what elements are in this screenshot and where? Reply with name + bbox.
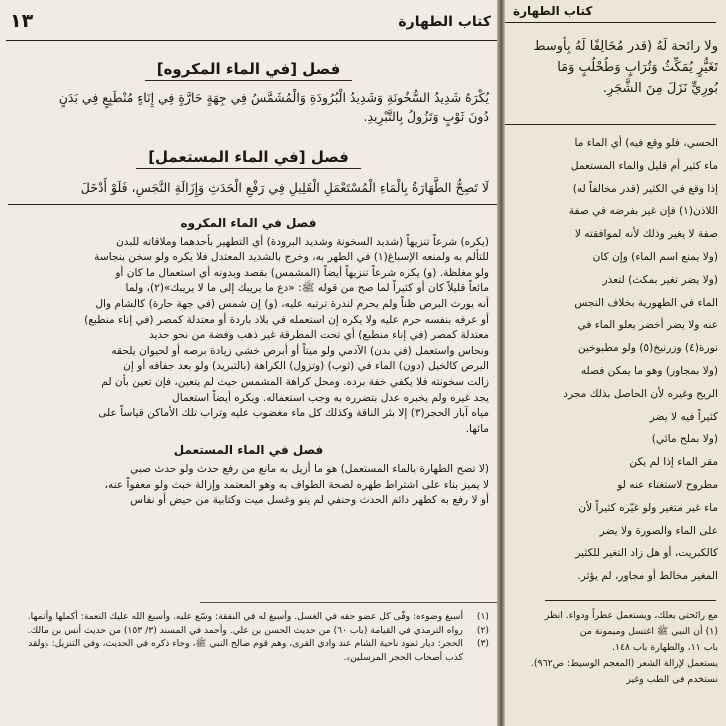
commentary-line: معتدلة كمصر (في إناء منطبع) أي تحت المطرقة غير ذهب وفضة من نحو حديد: [148, 329, 489, 342]
book-gutter: [497, 0, 505, 726]
footnote-line: مع رائحتي يعلك، ويستعمل عطراً ودواء. انظر: [544, 610, 718, 621]
commentary-title-makruh: فصل في الماء المكروه: [180, 216, 317, 230]
matn-line: تَغَيُّرٍ يُمَكِّثُ وَتُرَابٍ وَطُحْلُبٍ وَمَا: [557, 60, 718, 75]
commentary-line: زالت سخونته فلا يكفي خفة برده. ومحل كراهة المشمس حيث لم يتعين، فإن تعين بأن لم: [101, 375, 489, 388]
matn-line: يُكْرَهُ شَدِيدُ السُّخُونَةِ وَشَدِيدُ الْبُرُودَةِ وَالْمُشَمَّسُ فِي جِهَةٍ حَارَّةٍ فِي إِنَاءٍ مُنْطَبِعٍ فِي بَدَنٍ: [58, 90, 489, 105]
commentary-line: (ولا يضر تغير بمكث) لتعذر: [602, 273, 718, 286]
commentary-right: [505, 132, 718, 588]
page-number: ١٣: [10, 10, 34, 32]
commentary-line: (ولا يمنع اسم الماء) وإن كان: [592, 250, 718, 263]
commentary-line: إذا وقع في الكثير (قدر مخالفاً له): [572, 182, 718, 195]
matn-line: ولا رائحة لَهُ (قدر مُخَالِفًا لَهُ بِأَوسط: [533, 39, 718, 54]
footnotes-right: [505, 608, 718, 688]
section-text-mustamal: [8, 178, 489, 197]
commentary-line: (ولا بمجاور) وهو ما يمكن فصله: [580, 364, 718, 377]
footnote-line: (١) أن النبي ﷺ اغتسل وميمونة من: [579, 626, 718, 637]
commentary-line: صفة لا يغير وذلك لأنه لموافقته لا: [574, 228, 718, 241]
header-rule-right: [505, 22, 716, 23]
commentary-line: على الماء والصورة ولا يضر: [599, 524, 718, 537]
commentary-line: نورة(٤) وزرنيخ(٥) ولو مطبوخين: [577, 342, 718, 355]
matn-line: دُونَ ثَوْبٍ وَتَزُولُ بِالتَّبْرِيدِ.: [363, 109, 489, 124]
commentary-line: لا يميز بناء على اشتراط طهره لصحة الطواف به وهو المعتمد وإزالة خبث ولو معفواً عنه،: [104, 478, 489, 491]
footnote-line: نستخدم في الطب وغير: [626, 674, 718, 685]
running-title-right: كتاب الطهارة: [513, 4, 593, 18]
footnote-separator: [200, 602, 497, 603]
matn-line: لَا تَصِحُّ الطَّهَارَةُ بِالْمَاءِ الْمُسْتَعْمَلِ الْقَلِيلِ فِي رَفْعِ الْحَدَثِ وَإِزَالَةِ النَّجَسِ، فَلَوْ أَدْخَلَ: [80, 180, 489, 195]
commentary-line: مائعاً قليلاً كان أو كثيراً لما صح من قوله ﷺ: «دع ما يريبك إلى ما لا يريبك»(٢)، ولما: [125, 282, 489, 295]
commentary-line: أو لا رفع به كطهر دائم الحدث وحنفي لم ينو وغسل ميت وكتابية من حيض أو نفاس: [130, 494, 489, 507]
commentary-line: مياه آبار الحجر(٣) إلا بئر الناقة وكذلك كل ماء مغضوب عليه وتراب تلك الأماكن قياساً على: [98, 407, 489, 420]
commentary-line: مطروح لاستغناء عنه لو: [617, 478, 718, 491]
right-page: [505, 0, 726, 726]
commentary-line: الماء في الطهورية بخلاف النجس: [574, 296, 718, 309]
running-title: كتاب الطهارة: [398, 14, 491, 30]
commentary-line: للتألم به ولمنعه الإسباغ(١) في الطهر به، وخرج بالشديد المعتدل فلا يكره ولو سخن بنجاسة: [94, 251, 489, 264]
section-title-mustamal: فصل [في الماء المستعمل]: [0, 148, 497, 169]
commentary-line: الحسي، فلو وقع فيه) أي الماء ما: [574, 137, 718, 149]
commentary-line: كالكبريت، أو هل زاد التغير للكثير: [575, 547, 718, 560]
footnote-separator-right: [545, 600, 716, 601]
commentary-makruh: [8, 212, 489, 509]
commentary-line: يجد غيره ولم يخبره عدل بتضرره به وجب استعماله. ويكره أيضاً استعمال: [172, 391, 489, 404]
footnote-1: (١) أسبغ وضوءه: وفّى كل عضو حقه في الغسل. وأسبغ له في النفقة: وسّع عليه. وأسبغ الله عليك النعمة: أكملها وأتمها.: [27, 611, 489, 622]
commentary-line: الريح وغيره لأن الحاصل بذلك مجرد: [563, 387, 718, 400]
commentary-title-mustamal: فصل في الماء المستعمل: [173, 443, 324, 458]
commentary-line: كثيراً فيه لا يضر: [649, 410, 718, 423]
commentary-line: مائها.: [465, 422, 489, 435]
matn-commentary-separator-right: [505, 124, 716, 125]
commentary-line: اللاذن(١) فإن غير بفرضه في صفة: [568, 205, 718, 218]
commentary-line: (ولا بملح مائي): [651, 433, 718, 446]
matn-line: بُورِيٍّ نَزَلَ مِنَ الشَّجَرِ.: [602, 81, 718, 96]
commentary-line: (لا تصح الطهارة بالماء المستعمل) هو ما أزيل به مانع من رفع حدث ولو حدث صبي: [129, 462, 489, 475]
commentary-line: عنه ولا يضر أخضر يعلو الماء في: [577, 319, 718, 332]
matn-commentary-separator: [8, 204, 497, 205]
footnote-2: (٢) رواه الترمذي في القيامة (باب ٦٠) من حديث الحسن بن علي. وأحمد في المسند (٣/ ١٥٣) من حديث أنس بن مالك.: [27, 624, 489, 636]
footnote-line: يستعمل لإزالة الشعر (المعجم الوسيط: ص٩٦٢).: [530, 658, 718, 669]
commentary-line: ماء كثير أم قليل والماء المستعمل: [570, 159, 718, 172]
header-rule: [6, 40, 497, 41]
commentary-line: ونحاس واستعمل (في بدن) الآدمي ولو ميتاً أو أبرص خشي زيادة برصه أو لحيوان يلحقه: [111, 344, 489, 357]
commentary-line: ولو مغلظة. (و) يكره شرعاً تنزيهاً أيضاً (المشمس) بقصد وبدونه أي استعمال ما كان أو: [115, 266, 489, 279]
footnote-line: باب ١١، والطهارة باب ١٤٨.: [611, 642, 718, 653]
commentary-line: (يكره) شرعاً تنزيهاً (شديد السخونة وشديد البرودة) أي التطهير بأحدهما وملاقاته للبدن: [115, 235, 489, 248]
commentary-line: البرص كالخيل (دون) الماء في (ثوب) (وتزول) الكراهة (بالتبريد) ولو بعد جفافه أو إن: [123, 360, 489, 373]
footnote-3: (٣) الحجر: ديار ثمود ناحية الشام عند وادي القرى، وهم قوم صالح النبي ﷺ، وجاء ذكره في الحديث، وفي التنزيل: ﴿ولقد كذب أصحاب الحجر المرسلين﴾.: [28, 638, 489, 663]
matn-right: [505, 36, 718, 99]
section-text-makruh: [8, 88, 489, 126]
section-title-makruh: فصل [في الماء المكروه]: [0, 60, 497, 81]
commentary-line: ماء غير متغير ولو غيّره كثيراً لأن: [578, 501, 718, 514]
commentary-line: أنه يورث البرص ظناً ولم يحرم لندرة ترتبه عليه، (و) إن شمس (في جهة حارة) كالشام وال: [95, 297, 489, 310]
footnotes: [8, 610, 489, 664]
commentary-line: مقر الماء إذا لم يكن: [629, 456, 718, 469]
commentary-line: أو عرفه بنفسه حرم عليه ولا يكره إن استعمله في بلاد باردة أو معتدلة كمصر (في إناء منطبع): [84, 313, 489, 326]
commentary-line: المغير مخالط أو مجاور، لم يؤثر.: [577, 570, 718, 583]
